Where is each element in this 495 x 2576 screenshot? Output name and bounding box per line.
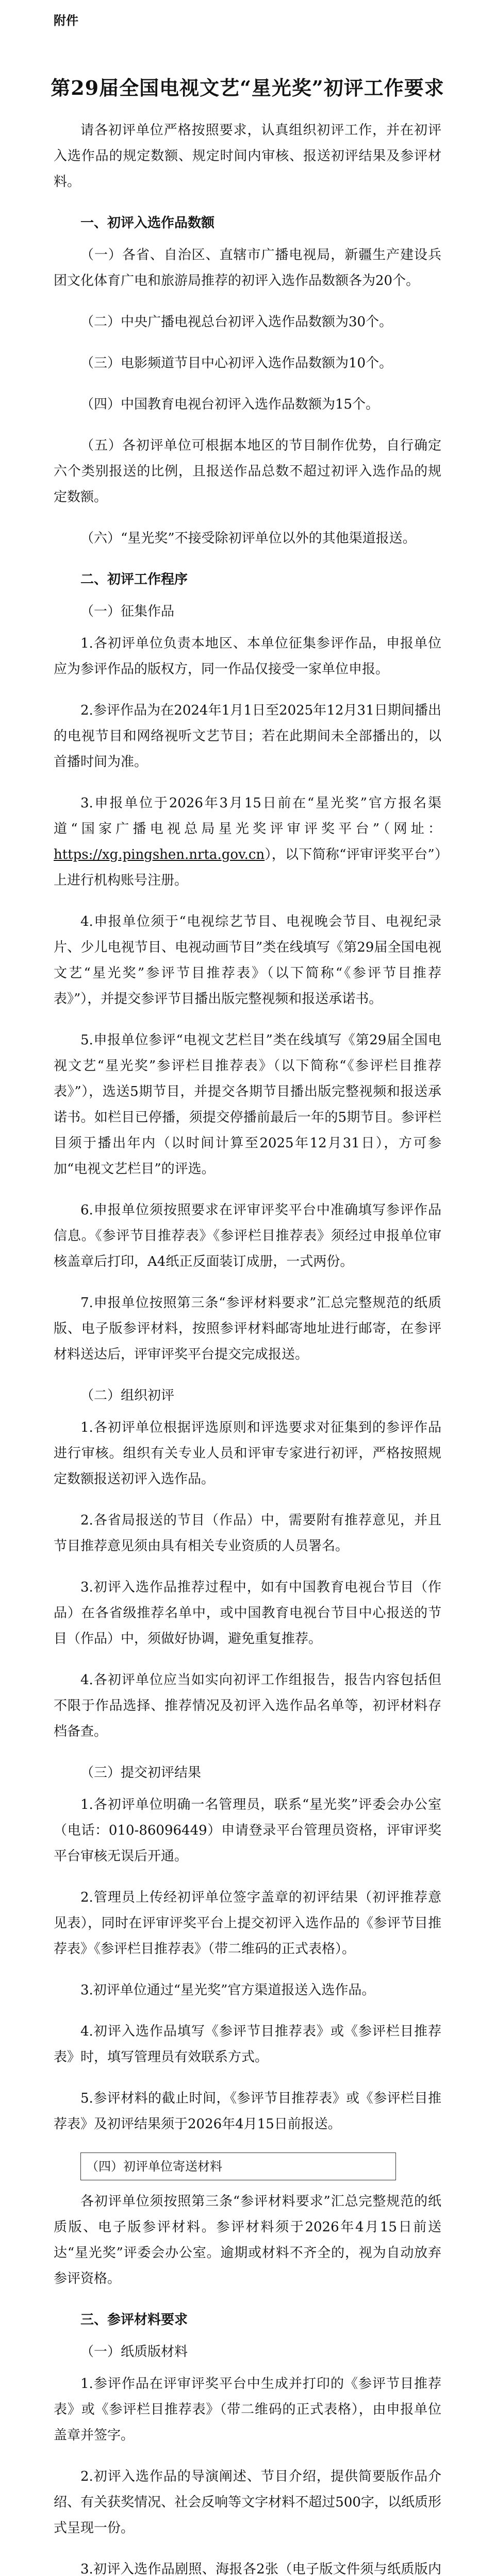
s2-paragraph: 4.初评入选作品填写《参评节目推荐表》或《参评栏目推荐表》时，填写管理员有效联系方式。 <box>54 2024 441 2065</box>
intro-paragraph: 请各初评单位严格按照要求，认真组织初评工作，并在初评入选作品的规定数额、规定时间内审核、报送初评结果及参评材料。 <box>54 123 441 190</box>
s2-paragraph: 2.各省局报送的节目（作品）中，需要附有推荐意见，并且节目推荐意见须由具有相关专业资质的人员署名。 <box>54 1513 441 1554</box>
s1-item: （一）各省、自治区、直辖市广播电视局，新疆生产建设兵团文化体育广电和旅游局推荐的初评入选作品数额各为20个。 <box>54 247 441 289</box>
s3-paragraph: 3.初评入选作品剧照、海报各2张（电子版文件须与纸质版内 <box>80 2562 441 2576</box>
document-body <box>54 117 441 2576</box>
p3-text-a: 3.申报单位于2026年3月15日前在“星光奖”官方报名渠道“国家广播电视总局星光奖评审评奖平台”（网址： <box>54 795 441 837</box>
s2-paragraph: 2.参评作品为在2024年1月1日至2025年12月31日期间播出的电视节目和网络视听文艺节目；若在此期间未全部播出的，以首播时间为准。 <box>54 703 441 770</box>
s1-item: （三）电影频道节目中心初评入选作品数额为10个。 <box>80 355 393 371</box>
s2-paragraph: 5.参评材料的截止时间，《参评节目推荐表》或《参评栏目推荐表》及初评结果须于2026年4月15日前报送。 <box>54 2091 441 2132</box>
platform-link[interactable]: https://xg.pingshen.nrta.gov.cn <box>54 847 265 862</box>
s2-paragraph: 3.初评单位通过“星光奖”官方渠道报送入选作品。 <box>80 1982 375 1998</box>
s2-paragraph: 3.初评入选作品推荐过程中，如有中国教育电视台节目（作品）在各省级推荐名单中，或中国教育电视台节目中心报送的节目（作品）中，须做好协调，避免重复推荐。 <box>54 1580 441 1647</box>
s2-sub-heading: （三）提交初评结果 <box>80 1765 202 1781</box>
s2-paragraph: 4.申报单位须于“电视综艺节目、电视晚会节目、电视纪录片、少儿电视节目、电视动画节目”类在线填写《第29届全国电视文艺“星光奖”参评节目推荐表》（以下简称“《参评节目推荐表》”），并提交参评节目播出版完整视频和报送承诺书。 <box>54 914 441 1007</box>
s2-paragraph: 4.各初评单位应当如实向初评工作组报告，报告内容包括但不限于作品选择、推荐情况及初评入选作品名单等，初评材料存档备查。 <box>54 1672 441 1739</box>
s2-sub-heading: （一）征集作品 <box>80 604 175 619</box>
s2-paragraph: 1.各初评单位根据评选原则和评选要求对征集到的参评作品进行审核。组织有关专业人员和评审专家进行初评，严格按照规定数额报送初评入选作品。 <box>54 1420 441 1487</box>
s2-sub-heading: （二）组织初评 <box>80 1388 175 1403</box>
s2-paragraph: 1.各初评单位负责本地区、本单位征集参评作品，申报单位应为参评作品的版权方，同一作品仅接受一家单位申报。 <box>54 636 441 677</box>
s3-sub-heading: （一）纸质版材料 <box>80 2344 188 2360</box>
s1-item: （二）中央广播电视总台初评入选作品数额为30个。 <box>80 314 393 330</box>
section-3-heading: 三、参评材料要求 <box>80 2312 188 2328</box>
s2-paragraph: 各初评单位须按照第三条“参评材料要求”汇总完整规范的纸质版、电子版参评材料。参评材料须于2026年4月15日前送达“星光奖”评委会办公室。逾期或材料不齐全的，视为自动放弃参评资格。 <box>54 2194 441 2286</box>
s2-paragraph: 5.申报单位参评“电视文艺栏目”类在线填写《第29届全国电视文艺“星光奖”参评栏目推荐表》（以下简称“《参评栏目推荐表》”），选送5期节目，并提交各期节目播出版完整视频和报送承诺书。如栏目已停播，须提交停播前最后一年的5期节目。参评栏目须于播出年内（以时间计算至2025年12月31日），方可参加“电视文艺栏目”的评选。 <box>54 1032 441 1177</box>
s1-item: （六）“星光奖”不接受除初评单位以外的其他渠道报送。 <box>80 531 416 546</box>
section-1-heading: 一、初评入选作品数额 <box>80 215 215 231</box>
s3-paragraph: 1.参评作品在评审评奖平台中生成并打印的《参评节目推荐表》或《参评栏目推荐表》（带二维码的正式表格），由申报单位盖章并签字。 <box>54 2376 441 2443</box>
s2-paragraph: 7.申报单位按照第三条“参评材料要求”汇总完整规范的纸质版、电子版参评材料，按照参评材料邮寄地址进行邮寄，在参评材料送达后，评审评奖平台提交完成报送。 <box>54 1295 441 1362</box>
s1-item: （五）各初评单位可根据本地区的节目制作优势，自行确定六个类别报送的比例，且报送作品总数不超过初评入选作品的规定数额。 <box>54 438 441 505</box>
document-title: 第29届全国电视文艺“星光奖”初评工作要求 <box>51 76 444 99</box>
s2-paragraph-platform <box>54 790 441 893</box>
p3-text-b: ），以下简称“评审评奖平台”）上进行机构账号注册。 <box>54 847 441 888</box>
section-2-heading: 二、初评工作程序 <box>80 572 188 587</box>
attachment-label: 附件 <box>54 13 78 28</box>
s3-paragraph: 2.初评入选作品的导演阐述、节目介绍，提供简要版作品介绍、有关获奖情况、社会反响等文字材料不超过500字，以纸质形式呈现一份。 <box>54 2469 441 2536</box>
s2-paragraph: 2.管理员上传经初评单位签字盖章的初评结果（初评推荐意见表），同时在评审评奖平台上提交初评入选作品的《参评节目推荐表》《参评栏目推荐表》（带二维码的正式表格）。 <box>54 1890 441 1957</box>
s1-item: （四）中国教育电视台初评入选作品数额为15个。 <box>80 397 380 412</box>
s2-boxed-heading: （四）初评单位寄送材料 <box>80 2153 396 2180</box>
s2-paragraph: 6.申报单位须按照要求在评审评奖平台中准确填写参评作品信息。《参评节目推荐表》《参评栏目推荐表》须经过申报单位审核盖章后打印，A4纸正反面装订成册，一式两份。 <box>54 1202 441 1269</box>
s2-paragraph: 1.各初评单位明确一名管理员，联系“星光奖”评委会办公室（电话：010-86096449）申请登录平台管理员资格，评审评奖平台审核无误后开通。 <box>54 1797 441 1864</box>
